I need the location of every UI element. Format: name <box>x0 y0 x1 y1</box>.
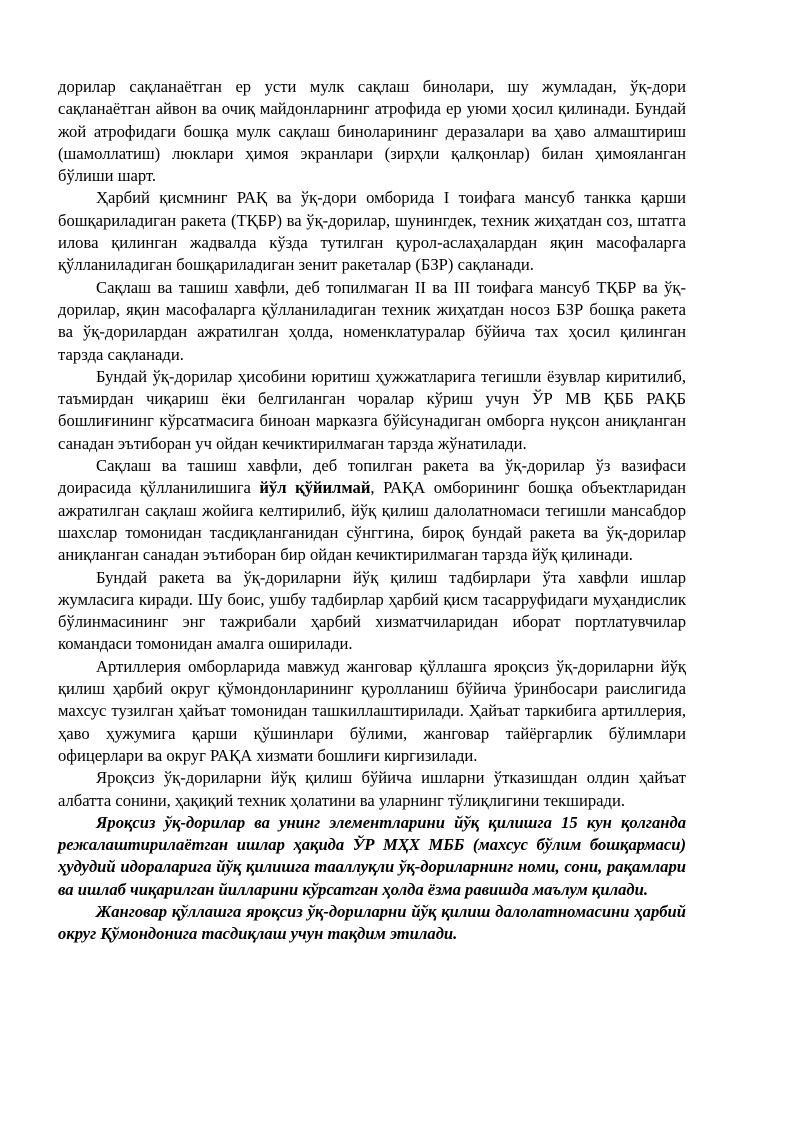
body-paragraph <box>58 455 686 566</box>
paragraph-text: , РАҚА омборининг бошқа объектларидан ажратилган сақлаш жойига келтирилиб, йўқ қилиш далолатномаси тегишли мансабдор шахслар томонидан тасдиқланганидан сўнггина, бироқ бундай ракета ва ўқ-дорилар аниқланган санадан эътиборан бир ойдан кечиктирилмаган тарзда йўқ қилинади. <box>58 478 686 565</box>
body-paragraph: Бундай ўқ-дорилар ҳисобини юритиш ҳужжатларига тегишли ёзувлар киритилиб, таъмирдан чиқариш ёки белгиланган чоралар кўриш учун ЎР МВ ҚББ РАҚБ бошлиғининг кўрсатмасига биноан марказга бўйсунадиган омборга нуқсон аниқланган санадан эътиборан уч ойдан кечиктирилмаган тарзда жўнатилади. <box>58 366 686 453</box>
emphasis-paragraph: Жанговар қўллашга яроқсиз ўқ-дориларни йўқ қилиш далолатномасини ҳарбий округ Қўмондонига тасдиқлаш учун тақдим этилади. <box>58 901 686 944</box>
body-paragraph: Сақлаш ва ташиш хавфли, деб топилмаган II ва III тоифага мансуб ТҚБР ва ўқ-дорилар, яқин масофаларга қўлланиладиган техник жиҳатдан носоз БЗР бошқа ракета ва ўқ-дорилардан ажратилган ҳолда, номенклатуралар бўйича тах ҳосил қилинган тарзда сақланади. <box>58 277 686 364</box>
body-paragraph: Ҳарбий қисмнинг РАҚ ва ўқ-дори омборида I тоифага мансуб танкка қарши бошқариладиган ракета (ТҚБР) ва ўқ-дорилар, шунингдек, техник жиҳатдан соз, штатга илова қилинган жадвалда кўзда тутилган қурол-аслаҳалардан яқин масофаларга қўлланиладиган бошқариладиган зенит ракеталар (БЗР) сақланади. <box>58 188 686 275</box>
document-page <box>58 76 686 946</box>
body-paragraph: Яроқсиз ўқ-дориларни йўқ қилиш бўйича ишларни ўтказишдан олдин ҳайъат албатта сонини, ҳақиқий техник ҳолатини ва уларнинг тўлиқлигини текширади. <box>58 768 686 810</box>
paragraph-text: Сақлаш ва ташиш хавфли, деб топилган ракета ва ўқ-дорилар ўз вазифаси доирасида қўлланилишига <box>58 456 686 498</box>
bold-phrase: йўл қўйилмай <box>259 478 371 498</box>
emphasis-paragraph: Яроқсиз ўқ-дорилар ва унинг элементларини йўқ қилишга 15 кун қолганда режалаштирилаётган ишлар ҳақида ЎР МҲХ МББ (махсус бўлим бошқармаси) ҳудудий идораларига йўқ қилишга тааллуқли ўқ-дориларнинг номи, сони, рақамлари ва ишлаб чиқарилган йилларини кўрсатган ҳолда ёзма равишда маълум қилади. <box>58 812 686 899</box>
body-paragraph: Бундай ракета ва ўқ-дориларни йўқ қилиш тадбирлари ўта хавфли ишлар жумласига киради. Шу боис, ушбу тадбирлар ҳарбий қисм тасарруфидаги муҳандислик бўлинмасининг энг тажрибали ҳарбий хизматчиларидан иборат портлатувчилар командаси томонидан амалга оширилади. <box>58 567 686 654</box>
body-paragraph: Артиллерия омборларида мавжуд жанговар қўллашга яроқсиз ўқ-дориларни йўқ қилиш ҳарбий округ қўмондонларининг қуролланиш бўйича ўринбосари раислигида махсус тузилган ҳайъат томонидан ташкиллаштирилади. Ҳайъат таркибига артиллерия, ҳаво ҳужумига қарши қўшинлари бўлими, жанговар тайёргарлик бўлимлари офицерлари ва округ РАҚА хизмати бошлиғи киргизилади. <box>58 656 686 765</box>
body-paragraph: дорилар сақланаётган ер усти мулк сақлаш бинолари, шу жумладан, ўқ-дори сақланаётган айвон ва очиқ майдонларнинг атрофида ер уюми ҳосил қилинади. Бундай жой атрофидаги бошқа мулк сақлаш биноларининг деразалари ва ҳаво алмаштириш (шамоллатиш) люклари ҳимоя экранлари (зирҳли қалқонлар) билан ҳимояланган бўлиши шарт. <box>58 77 686 186</box>
